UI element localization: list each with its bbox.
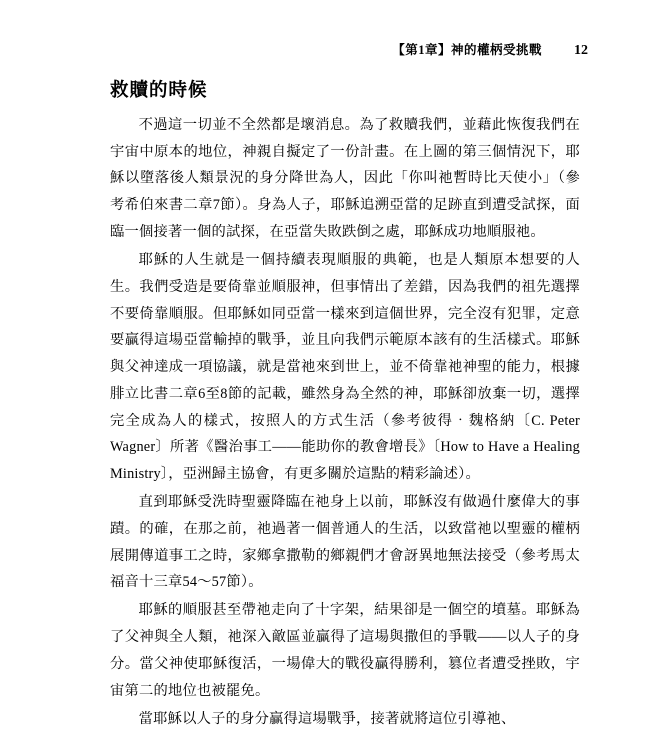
page-header — [100, 40, 588, 62]
page-number: 12 — [574, 43, 588, 58]
paragraph: 不過這一切並不全然都是壞消息。為了救贖我們，並藉此恢復我們在宇宙中原本的地位，神親自擬定了一份計畫。在上圖的第三個情況下，耶穌以墮落後人類景況的身分降世為人，因此「你叫祂暫時比天使小」（參考希伯來書二章7節）。身為人子，耶穌追溯亞當的足跡直到遭受試探，面臨一個接著一個的試探，在亞當失敗跌倒之處，耶穌成功地順服祂。 — [110, 117, 580, 240]
chapter-header-label: 【第1章】神的權柄受挑戰 — [392, 43, 542, 57]
paragraph: 當耶穌以人子的身分贏得這場戰爭，接著就將這位引導祂、 — [138, 710, 516, 727]
section-title: 救贖的時候 — [110, 81, 208, 101]
paragraph: 耶穌的順服甚至帶祂走向了十字架，結果卻是一個空的墳墓。耶穌為了父神與全人類，祂深入敵區並贏得了這場與撒但的爭戰——以人子的身分。當父神使耶穌復活，一場偉大的戰役贏得勝利，篡位者遭受挫敗，宇宙第二的地位也被罷免。 — [110, 602, 580, 699]
paragraph: 直到耶穌受洗時聖靈降臨在祂身上以前，耶穌沒有做過什麼偉大的事蹟。的確，在那之前，祂過著一個普通人的生活，以致當祂以聖靈的權柄展開傳道事工之時，家鄉拿撒勒的鄉親們才會訝異地無法接受（參考馬太福音十三章54～57節）。 — [110, 494, 580, 591]
paragraph: 耶穌的人生就是一個持續表現順服的典範，也是人類原本想要的人生。我們受造是要倚靠並順服神，但事情出了差錯，因為我們的祖先選擇不要倚靠順服。但耶穌如同亞當一樣來到這個世界，完全沒有犯罪，定意要贏得這場亞當輸掉的戰爭，並且向我們示範原本該有的生活樣式。耶穌與父神達成一項協議，就是當祂來到世上，並不倚靠祂神聖的能力，根據腓立比書二章6至8節的記載，雖然身為全然的神，耶穌卻放棄一切，選擇完全成為人的樣式，按照人的方式生活（參考彼得‧魏格納〔C. Peter Wagner〕所著《醫治事工——能助你的教會增長》〔How to Have a Healing Ministry〕，亞洲歸主協會，有更多關於這點的精彩論述）。 — [110, 252, 580, 482]
body-text — [110, 112, 580, 733]
